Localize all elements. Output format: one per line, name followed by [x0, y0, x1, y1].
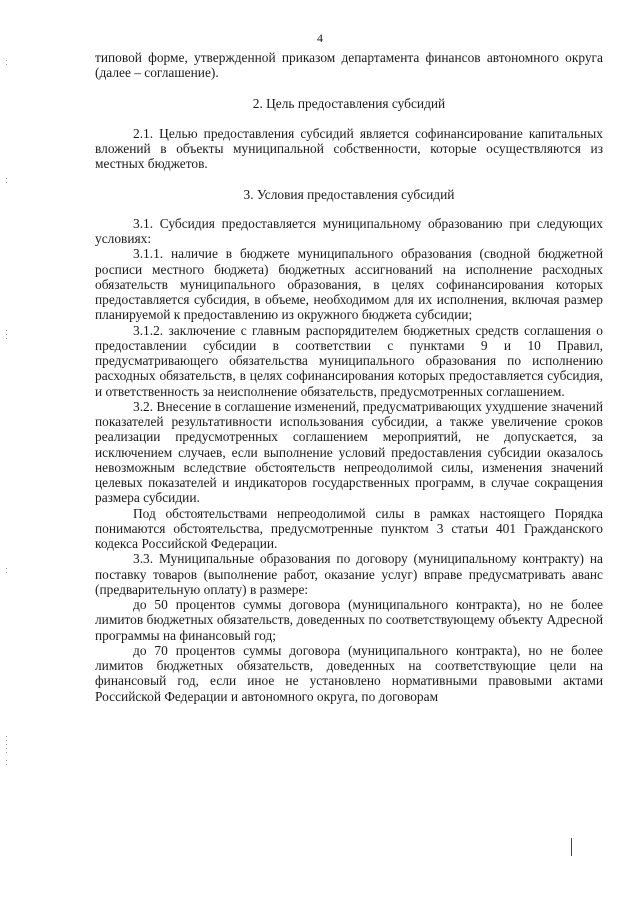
paragraph-3-2-force-majeure: Под обстоятельствами непреодолимой силы в рамках настоящего Порядка понимаются обстоятельства, предусмотренные пунктом 3 статьи 401 Гражданского кодекса Российской Федерации. [95, 505, 603, 551]
paragraph-continuation: типовой форме, утвержденной приказом департамента финансов автономного округа (далее – соглашение). [95, 50, 603, 81]
paragraph-3-1-2: 3.1.2. заключение с главным распорядителем бюджетных средств соглашения о предоставлении субсидии в соответствии с пунктами 9 и 10 Правил, предусматривающего обязательства муниципального образования по исполнению расходных обязательств, в целях софинансирования которых предоставляется субсидия, и ответственность за неисполнение обязательств, предусмотренных соглашением. [95, 322, 603, 399]
page-number: 4 [317, 31, 323, 45]
scan-margin-marks [6, 0, 8, 905]
paragraph-3-2: 3.2. Внесение в соглашение изменений, предусматривающих ухудшение значений показателей результативности использования субсидии, а также увеличение сроков реализации предусмотренных соглашением мероприятий, не допускается, за исключением случаев, если выполнение условий предоставления субсидии оказалось невозможным вследствие обстоятельств непреодолимой силы, изменения значений целевых показателей и индикаторов государственных программ, в случае сокращения размера субсидии. [95, 398, 603, 506]
paragraph-3-1: 3.1. Субсидия предоставляется муниципальному образованию при следующих условиях: [95, 215, 603, 246]
section-heading-3: 3. Условия предоставления субсидий [243, 186, 455, 202]
paragraph-3-3-advance-70: до 70 процентов суммы договора (муниципального контракта), но не более лимитов бюджетных обязательств, доведенных на соответствующие цели на финансовый год, если иное не установлено нормативными правовыми актами Российской Федерации и автономного округа, по договорам [95, 642, 603, 704]
paragraph-3-1-1: 3.1.1. наличие в бюджете муниципального образования (сводной бюджетной росписи местного бюджета) бюджетных ассигнований на исполнение расходных обязательств муниципального образования, в целях софинансирования которых предоставляется субсидия, в объеме, необходимом для их исполнения, включая размер планируемой к предоставлению из окружного бюджета субсидии; [95, 246, 603, 323]
document-body [95, 50, 603, 704]
paragraph-2-1: 2.1. Целью предоставления субсидий является софинансирование капитальных вложений в объекты муниципальной собственности, которые осуществляются из местных бюджетов. [95, 125, 603, 172]
paragraph-3-3-advance-50: до 50 процентов суммы договора (муниципального контракта), но не более лимитов бюджетных обязательств, доведенных по соответствующему объекту Адресной программы на финансовый год; [95, 597, 603, 643]
section-heading-2: 2. Цель предоставления субсидий [252, 95, 446, 111]
scan-edge-mark [571, 838, 572, 856]
paragraph-3-3: 3.3. Муниципальные образования по договору (муниципальному контракту) на поставку товаров (выполнение работ, оказание услуг) вправе предусматривать аванс (предварительную оплату) в размере: [95, 551, 603, 597]
